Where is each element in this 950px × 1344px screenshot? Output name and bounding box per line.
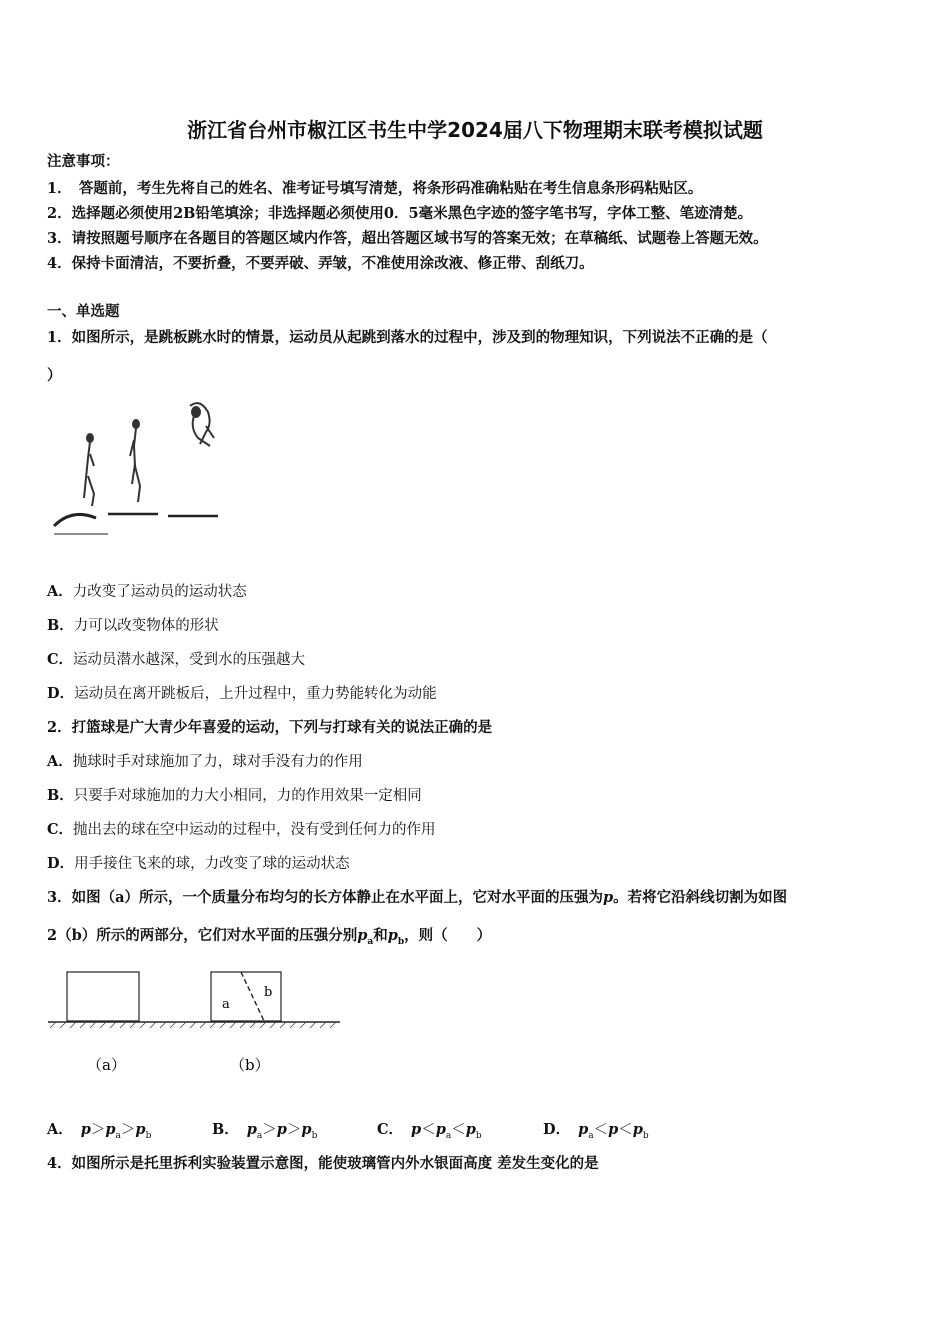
q3-option-a[interactable]: A． $p>p_a>p_b$: [47, 1121, 152, 1141]
q1-stem-line2: ）: [47, 367, 62, 384]
q4-stem: 4．如图所示是托里拆利实验装置示意图，能使玻璃管内外水银面高度 差发生变化的是: [47, 1155, 599, 1172]
q3-stem-line1: 3．如图（a）所示，一个质量分布均匀的长方体静止在水平面上，它对水平面的压强为p。若将它沿斜线切割为如图: [47, 889, 788, 906]
notice-item-2: 2．选择题必须使用2B铅笔填涂；非选择题必须使用0．5毫米黑色字迹的签字笔书写，字体工整、笔迹清楚。: [47, 205, 753, 222]
q2-option-d[interactable]: D．用手接住飞来的球，力改变了球的运动状态: [47, 855, 350, 872]
q2-stem: 2．打篮球是广大青少年喜爱的运动，下列与打球有关的说法正确的是: [47, 719, 493, 736]
fig-b-label: （b）: [230, 1056, 270, 1074]
q3-option-b[interactable]: B． $p_a>p>p_b$: [212, 1121, 318, 1141]
fig-a-label: （a）: [87, 1056, 126, 1074]
notice-heading: 注意事项：: [47, 153, 120, 170]
q3-option-d[interactable]: D． $p_a<p<p_b$: [543, 1121, 649, 1141]
page-title: 浙江省台州市椒江区书生中学2024届八下物理期末联考模拟试题: [187, 118, 763, 142]
part-a-label: a: [222, 997, 230, 1012]
q3-stem-line2: 2（b）所示的两部分，它们对水平面的压强分别$p_a$和$p_b$，则（ ）: [47, 927, 492, 947]
q1-option-d[interactable]: D．运动员在离开跳板后，上升过程中，重力势能转化为动能: [47, 685, 437, 702]
q2-option-c[interactable]: C．抛出去的球在空中运动的过程中，没有受到任何力的作用: [47, 821, 436, 838]
q2-option-a[interactable]: A．抛球时手对球施加了力，球对手没有力的作用: [47, 753, 363, 770]
q1-stem-line1: 1．如图所示，是跳板跳水时的情景，运动员从起跳到落水的过程中，涉及到的物理知识，下列说法不正确的是（: [47, 329, 768, 346]
q2-option-b[interactable]: B．只要手对球施加的力大小相同，力的作用效果一定相同: [47, 787, 422, 804]
q3-option-c[interactable]: C． $p<p_a<p_b$: [377, 1121, 482, 1141]
notice-item-3: 3．请按照题号顺序在各题目的答题区域内作答，超出答题区域书写的答案无效；在草稿纸、试题卷上答题无效。: [47, 230, 768, 247]
notice-item-4: 4．保持卡面清洁，不要折叠，不要弄破、弄皱，不准使用涂改液、修正带、刮纸刀。: [47, 255, 594, 272]
part-b-label: b: [264, 985, 273, 1000]
diving-figure: [50, 398, 225, 543]
notice-item-1: 1． 答题前，考生先将自己的姓名、准考证号填写清楚，将条形码准确粘贴在考生信息条形码粘贴区。: [47, 180, 703, 197]
block-figure: [45, 966, 345, 1081]
q1-option-c[interactable]: C．运动员潜水越深，受到水的压强越大: [47, 651, 306, 668]
section-heading: 一、单选题: [47, 303, 120, 320]
q1-option-a[interactable]: A．力改变了运动员的运动状态: [47, 583, 247, 600]
q1-option-b[interactable]: B．力可以改变物体的形状: [47, 617, 219, 634]
